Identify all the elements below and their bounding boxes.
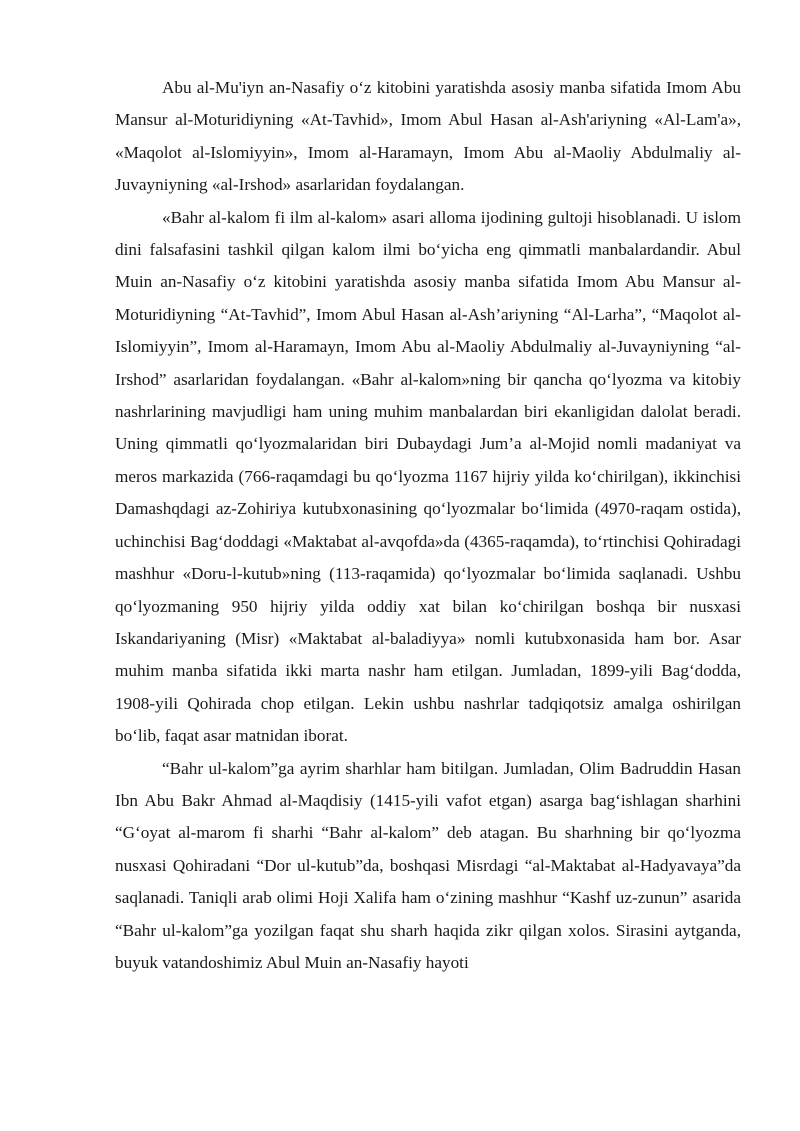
- paragraph-2: «Bahr al-kalom fi ilm al-kalom» asari alloma ijodining gultoji hisoblanadi. U islom dini falsafasini tashkil qilgan kalom ilmi bo‘yicha eng qimmatli manbalardandir. Abul Muin an-Nasafiy o‘z kitobini yaratishda asosiy manba sifatida Imom Abu Mansur al-Moturidiyning “At-Tavhid”, Imom Abul Hasan al-Ash’ariyning “Al-Larha”, “Maqolot al-Islomiyyin”, Imom al-Haramayn, Imom Abu al-Maoliy Abdulmaliy al-Juvayniyning “al-Irshod” asarlaridan foydalangan. «Bahr al-kalom»ning bir qancha qo‘lyozma va kitobiy nashrlarining mavjudligi ham uning muhim manbalardan biri ekanligidan dalolat beradi. Uning qimmatli qo‘lyozmalaridan biri Dubaydagi Jum’a al-Mojid nomli madaniyat va meros markazida (766-raqamdagi bu qo‘lyozma 1167 hijriy yilda ko‘chirilgan), ikkinchisi Damashqdagi az-Zohiriya kutubxonasining qo‘lyozmalar bo‘limida (4970-raqam ostida), uchinchisi Bag‘doddagi «Maktabat al-avqofda»da (4365-raqamda), to‘rtinchisi Qohiradagi mashhur «Doru-l-kutub»ning (113-raqamida) qo‘lyozmalar bo‘limida saqlanadi. Ushbu qo‘lyozmaning 950 hijriy yilda oddiy xat bilan ko‘chirilgan boshqa bir nusxasi Iskandariyaning (Misr) «Maktabat al-baladiyya» nomli kutubxonasida ham bor. Asar muhim manba sifatida ikki marta nashr ham etilgan. Jumladan, 1899-yili Bag‘dodda, 1908-yili Qohirada chop etilgan. Lekin ushbu nashrlar tadqiqotsiz amalga oshirilgan bo‘lib, faqat asar matnidan iborat.: [115, 207, 741, 746]
- paragraph-3: “Bahr ul-kalom”ga ayrim sharhlar ham bitilgan. Jumladan, Olim Badruddin Hasan Ibn Abu Bakr Ahmad al-Maqdisiy (1415-yili vafot etgan) asarga bag‘ishlagan sharhini “G‘oyat al-marom fi sharhi “Bahr al-kalom” deb atagan. Bu sharhning bir qo‘lyozma nusxasi Qohiradani “Dor ul-kutub”da, boshqasi Misrdagi “al-Maktabat al-Hadyavaya”da saqlanadi. Taniqli arab olimi Hoji Xalifa ham o‘zining mashhur “Kashf uz-zunun” asarida “Bahr ul-kalom”ga yozilgan faqat shu sharh haqida zikr qilgan xolos. Sirasini aytganda, buyuk vatandoshimiz Abul Muin an-Nasafiy hayoti: [115, 758, 741, 972]
- paragraph-1: Abu al-Mu'iyn an-Nasafiy o‘z kitobini yaratishda asosiy manba sifatida Imom Abu Mansur al-Moturidiyning «At-Tavhid», Imom Abul Hasan al-Ash'ariyning «Al-Lam'a», «Maqolot al-Islomiyyin», Imom al-Haramayn, Imom Abu al-Maoliy Abdulmaliy al-Juvayniyning «al-Irshod» asarlaridan foydalangan.: [115, 78, 741, 195]
- document-page: [115, 72, 741, 979]
